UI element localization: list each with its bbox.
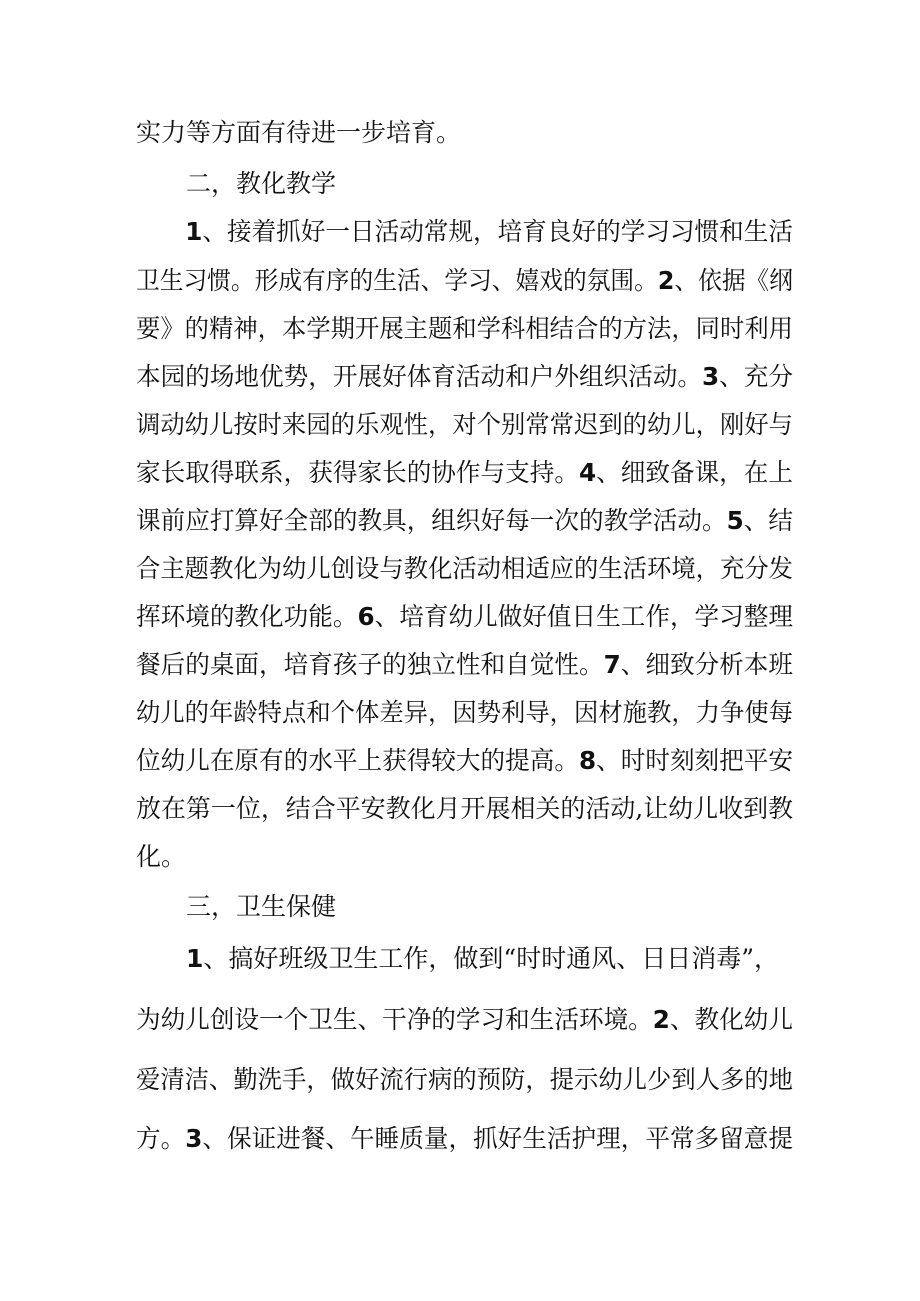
text-line: 家长取得联系，获得家长的协作与支持。4、细致备课，在上 [136, 458, 793, 487]
section-heading: 三，卫生保健 [186, 892, 337, 921]
text-line: 放在第一位，结合平安教化月开展相关的活动,让幼儿收到教 [136, 794, 793, 823]
text-line: 调动幼儿按时来园的乐观性，对个别常常迟到的幼儿，刚好与 [136, 410, 793, 439]
text-line: 餐后的桌面，培育孩子的独立性和自觉性。7、细致分析本班 [136, 650, 793, 679]
text-line: 爱清洁、勤洗手，做好流行病的预防，提示幼儿少到人多的地 [136, 1065, 793, 1094]
text-line: 本园的场地优势，开展好体育活动和户外组织活动。3、充分 [136, 362, 793, 391]
text-line: 方。3、保证进餐、午睡质量，抓好生活护理，平常多留意提 [136, 1124, 793, 1153]
section-heading: 二，教化教学 [186, 169, 337, 198]
text-line: 1、搞好班级卫生工作，做到“时时通风、日日消毒”， [186, 944, 779, 973]
text-line: 为幼儿创设一个卫生、干净的学习和生活环境。2、教化幼儿 [136, 1005, 793, 1034]
text-line: 挥环境的教化功能。6、培育幼儿做好值日生工作，学习整理 [136, 602, 793, 631]
text-line: 化。 [136, 842, 187, 871]
text-line: 卫生习惯。形成有序的生活、学习、嬉戏的氛围。2、依据《纲 [136, 266, 793, 295]
text-line: 合主题教化为幼儿创设与教化活动相适应的生活环境，充分发 [136, 554, 793, 583]
text-line: 要》的精神，本学期开展主题和学科相结合的方法，同时利用 [136, 314, 793, 343]
text-line: 实力等方面有待进一步培育。 [136, 118, 462, 147]
text-line: 位幼儿在原有的水平上获得较大的提高。8、时时刻刻把平安 [136, 746, 793, 775]
text-line: 幼儿的年龄特点和个体差异，因势利导，因材施教，力争使每 [136, 698, 793, 727]
text-line: 课前应打算好全部的教具，组织好每一次的教学活动。5、结 [136, 506, 793, 535]
text-line: 1、接着抓好一日活动常规，培育良好的学习习惯和生活 [185, 217, 793, 246]
